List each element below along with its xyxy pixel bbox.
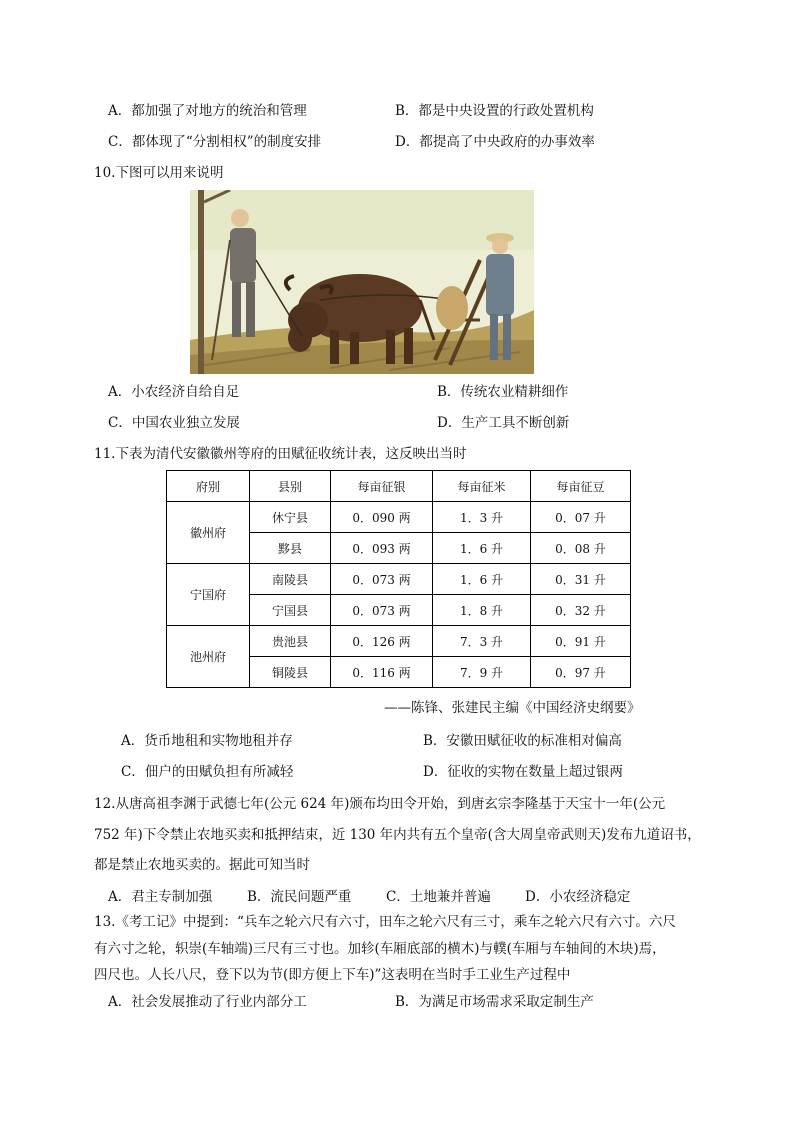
q11-option-a: A．货币地租和实物地租并存 (121, 733, 293, 749)
q12-option-d: D．小农经济稳定 (525, 889, 631, 905)
q12-stem-line-1: 12.从唐高祖李渊于武德七年(公元 624 年)颁布均田令开始，到唐玄宗李隆基于天宝十一年(公元 (94, 796, 666, 812)
table-header-cell: 每亩征银 (331, 471, 433, 502)
q12-stem-line-2: 752 年)下令禁止农地买卖和抵押结束，近 130 年内共有五个皇帝(含大周皇帝武则天)发布九道诏书， (94, 827, 701, 843)
table-cell: 铜陵县 (250, 657, 331, 688)
ox-plowing-illustration (190, 190, 534, 374)
q13-stem-line-1: 13.《考工记》中提到：“兵车之轮六尺有六寸，田车之轮六尺有三寸，乘车之轮六尺有六寸。六尺 (94, 914, 676, 930)
prefecture-cell: 池州府 (167, 626, 250, 688)
q13-stem-line-2: 有六寸之轮，轵崇(车轴端)三尺有三寸也。加轸(车厢底部的横木)与轐(车厢与车轴间的木块)焉， (94, 941, 666, 957)
q13-stem-line-3: 四尺也。人长八尺，登下以为节(即方便上下车)”这表明在当时手工业生产过程中 (94, 967, 571, 983)
table-cell: 0．08 升 (531, 533, 631, 564)
q12-option-c: C．土地兼并普遍 (386, 889, 491, 905)
table-cell: 0．31 升 (531, 564, 631, 595)
table-cell: 7．9 升 (433, 657, 531, 688)
table-row (167, 564, 631, 595)
q10-option-c: C．中国农业独立发展 (108, 415, 240, 431)
tax-statistics-table (166, 470, 631, 688)
q10-stem: 10.下图可以用来说明 (94, 165, 224, 181)
prefecture-cell: 徽州府 (167, 502, 250, 564)
table-row (167, 502, 631, 533)
table-cell: 宁国县 (250, 595, 331, 626)
q11-option-d: D．征收的实物在数量上超过银两 (423, 764, 623, 780)
table-cell: 0．32 升 (531, 595, 631, 626)
q10-option-d: D．生产工具不断创新 (437, 415, 570, 431)
table-row (167, 626, 631, 657)
table-cell: 贵池县 (250, 626, 331, 657)
table-cell: 0．116 两 (331, 657, 433, 688)
table-header-cell: 府别 (167, 471, 250, 502)
ox-plowing-drawing (190, 190, 534, 374)
q10-option-b: B．传统农业精耕细作 (437, 384, 569, 400)
table-cell: 0．07 升 (531, 502, 631, 533)
table-cell: 休宁县 (250, 502, 331, 533)
q11-source-citation: ——陈锋、张建民主编《中国经济史纲要》 (384, 700, 641, 716)
table-cell: 0．073 两 (331, 595, 433, 626)
q11-option-c: C．佃户的田赋负担有所减轻 (121, 764, 294, 780)
q9-option-d: D．都提高了中央政府的办事效率 (395, 134, 595, 150)
table-cell: 0．093 两 (331, 533, 433, 564)
table-cell: 7．3 升 (433, 626, 531, 657)
table-cell: 黟县 (250, 533, 331, 564)
q10-option-a: A．小农经济自给自足 (108, 384, 240, 400)
q13-option-a: A．社会发展推动了行业内部分工 (108, 994, 307, 1010)
table-header-cell: 每亩征米 (433, 471, 531, 502)
q9-option-b: B．都是中央设置的行政处置机构 (395, 103, 594, 119)
table-header-cell: 每亩征豆 (531, 471, 631, 502)
q12-stem-line-3: 都是禁止农地买卖的。据此可知当时 (94, 857, 310, 873)
table-header-row (167, 471, 631, 502)
prefecture-cell: 宁国府 (167, 564, 250, 626)
q12-option-a: A．君主专制加强 (108, 889, 213, 905)
table-cell: 0．91 升 (531, 626, 631, 657)
table-cell: 0．97 升 (531, 657, 631, 688)
table-cell: 1．6 升 (433, 564, 531, 595)
q9-option-a: A．都加强了对地方的统治和管理 (108, 103, 307, 119)
table-cell: 1．3 升 (433, 502, 531, 533)
q11-option-b: B．安徽田赋征收的标准相对偏高 (423, 733, 622, 749)
table-cell: 1．8 升 (433, 595, 531, 626)
table-cell: 0．126 两 (331, 626, 433, 657)
q11-stem: 11.下表为清代安徽徽州等府的田赋征收统计表，这反映出当时 (94, 446, 467, 462)
q13-option-b: B．为满足市场需求采取定制生产 (395, 994, 594, 1010)
table-header-cell: 县别 (250, 471, 331, 502)
table-cell: 1．6 升 (433, 533, 531, 564)
q9-option-c: C．都体现了“分割相权”的制度安排 (108, 134, 322, 150)
q12-option-b: B．流民问题严重 (247, 889, 352, 905)
table-cell: 0．073 两 (331, 564, 433, 595)
table-cell: 0．090 两 (331, 502, 433, 533)
table-cell: 南陵县 (250, 564, 331, 595)
